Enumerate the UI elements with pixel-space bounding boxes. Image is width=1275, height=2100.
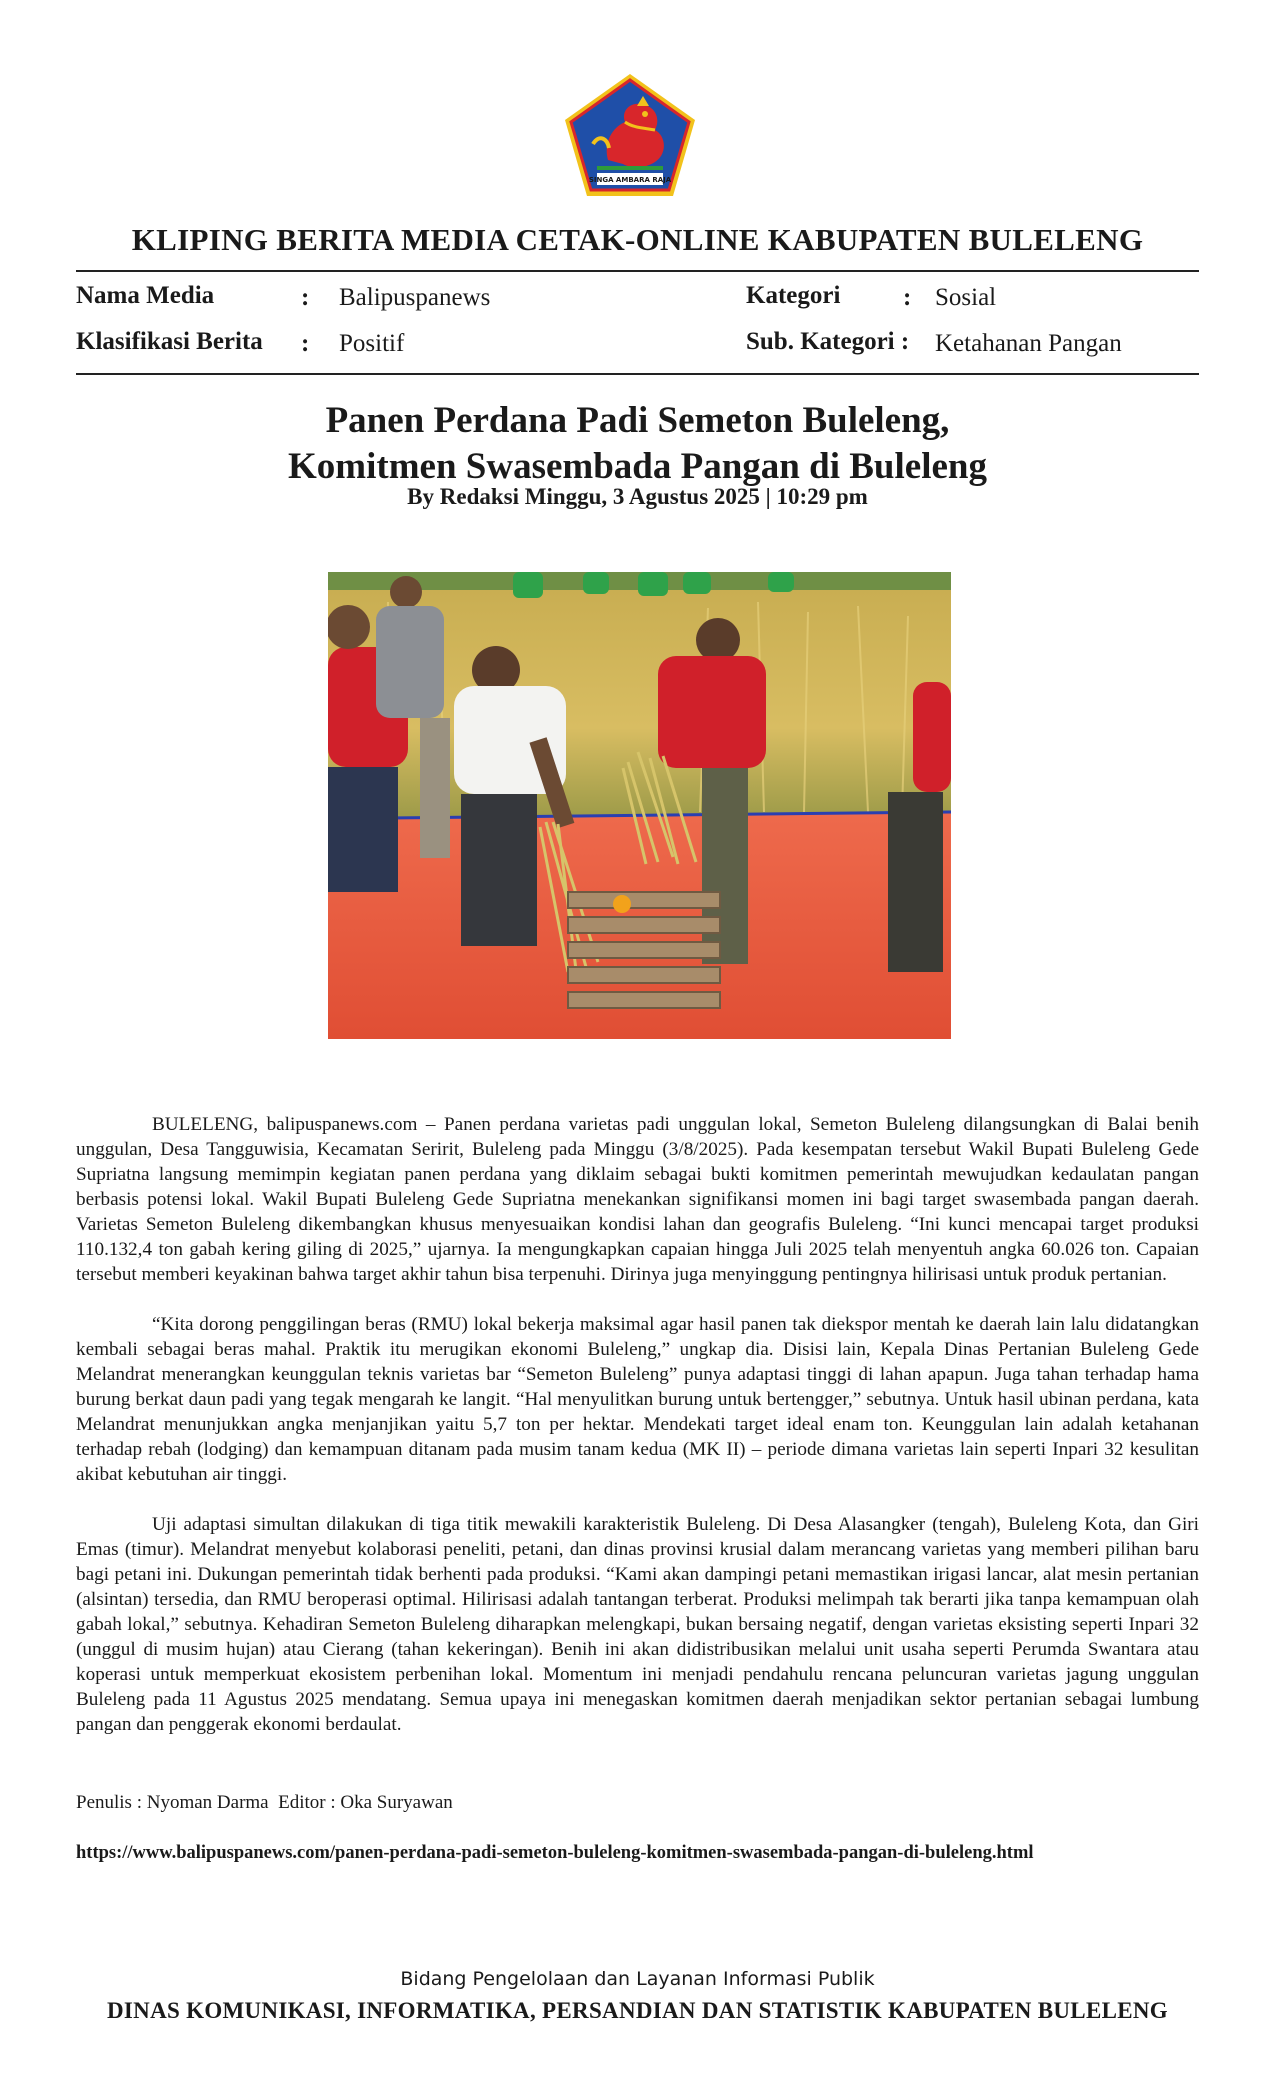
media-name-colon: : <box>301 284 310 311</box>
article-paragraph-2: “Kita dorong penggilingan beras (RMU) lokal bekerja maksimal agar hasil panen tak diekspor mentah ke daerah lain lalu didatangkan kembali sebagai beras mahal. Praktik itu merugikan ekonomi Buleleng,” ungkap dia. Disisi lain, Kepala Dinas Pertanian Buleleng Gede Melandrat menerangkan keunggulan teknis varietas bar “Semeton Buleleng” punya adaptasi tinggi di lahan apapun. Juga tahan terhadap hama burung berkat daun padi yang tegak mengarah ke langit. “Hal menyulitkan burung untuk bertengger,” sebutnya. Untuk hasil ubinan perdana, kata Melandrat menunjukkan angka menjanjikan yaitu 5,7 ton per hektar. Mendekati target ideal enam ton. Keunggulan lain adalah ketahanan terhadap rebah (lodging) dan kemampuan ditanam pada musim tanam kedua (MK II) – periode dimana varietas lain seperti Inpari 32 kesulitan akibat kebutuhan air tinggi. <box>76 1314 1199 1485</box>
crest-motto: SINGA AMBARA RAJA <box>588 176 672 184</box>
header-top-rule <box>76 270 1199 272</box>
article-credits: Penulis : Nyoman Darma Editor : Oka Suryawan <box>76 1792 453 1813</box>
clipping-header-title: KLIPING BERITA MEDIA CETAK-ONLINE KABUPATEN BULELENG <box>131 222 1144 257</box>
category-label: Kategori <box>746 282 841 309</box>
footer-department: DINAS KOMUNIKASI, INFORMATIKA, PERSANDIAN DAN STATISTIK KABUPATEN BULELENG <box>107 1998 1168 2023</box>
footer-division: Bidang Pengelolaan dan Layanan Informasi Publik <box>400 1968 875 1990</box>
source-url: https://www.balipuspanews.com/panen-perdana-padi-semeton-buleleng-komitmen-swasembada-pangan-di-buleleng.html <box>76 1843 1034 1863</box>
classification-value: Positif <box>339 330 405 357</box>
article-title-line-2: Komitmen Swasembada Pangan di Buleleng <box>288 446 987 487</box>
article-byline: By Redaksi Minggu, 3 Agustus 2025 | 10:29 pm <box>407 484 868 509</box>
article-paragraph-1: BULELENG, balipuspanews.com – Panen perdana varietas padi unggulan lokal, Semeton Buleleng dilangsungkan di Balai benih unggulan, Desa Tangguwisia, Kecamatan Seririt, Buleleng pada Minggu (3/8/2025). Pada kesempatan tersebut Wakil Bupati Buleleng Gede Supriatna langsung memimpin kegiatan panen perdana yang diklaim sebagai bukti komitmen pemerintah mewujudkan kedaulatan pangan berbasis potensi lokal. Wakil Bupati Buleleng Gede Supriatna menekankan signifikansi momen ini bagi target swasembada pangan daerah. Varietas Semeton Buleleng dikembangkan khusus menyesuaikan kondisi lahan dan geografis Buleleng. “Ini kunci mencapai target produksi 110.132,4 ton gabah kering giling di 2025,” ujarnya. Ia mengungkapkan capaian hingga Juli 2025 telah menyentuh angka 60.026 ton. Capaian tersebut memberi keyakinan bahwa target akhir tahun bisa terpenuhi. Dirinya juga menyinggung pentingnya hilirisasi untuk produk pertanian. <box>76 1114 1199 1285</box>
harvest-photo <box>328 572 951 1039</box>
media-name-value: Balipuspanews <box>339 284 491 311</box>
article-body <box>76 1112 1199 1762</box>
header-bottom-rule <box>76 373 1199 375</box>
category-colon: : <box>903 284 912 311</box>
classification-label: Klasifikasi Berita <box>76 328 263 355</box>
subcategory-label: Sub. Kategori : <box>746 328 910 355</box>
article-paragraph-3: Uji adaptasi simultan dilakukan di tiga titik mewakili karakteristik Buleleng. Di Desa Alasangker (tengah), Buleleng Kota, dan Giri Emas (timur). Melandrat menyebut kolaborasi peneliti, petani, dan dinas provinsi krusial dalam merancang varietas yang memberi pilihan baru bagi petani ini. Dukungan pemerintah tidak berhenti pada produksi. “Kami akan dampingi petani memastikan irigasi lancar, alat mesin pertanian (alsintan) tersedia, dan RMU beroperasi optimal. Hilirisasi adalah tantangan terberat. Produksi melimpah tak berarti jika tanpa kemampuan olah gabah lokal,” sebutnya. Kehadiran Semeton Buleleng diharapkan melengkapi, bukan bersaing negatif, dengan varietas eksisting seperti Inpari 32 (unggul di musim hujan) atau Cierang (tahan kekeringan). Benih ini akan didistribusikan melalui unit usaha seperti Perumda Swantara atau koperasi untuk memperkuat ekosistem perbenihan lokal. Momentum ini menjadi pendahulu rencana peluncuran varietas jagung unggulan Buleleng pada 11 Agustus 2025 mendatang. Semua upaya ini menegaskan komitmen daerah menjadikan sektor pertanian sebagai lumbung pangan dan penggerak ekonomi berdaulat. <box>76 1514 1199 1735</box>
article-title-line-1: Panen Perdana Padi Semeton Buleleng, <box>325 400 950 441</box>
media-name-label: Nama Media <box>76 282 215 309</box>
buleleng-crest-logo <box>563 72 697 198</box>
category-value: Sosial <box>935 284 997 311</box>
subcategory-value: Ketahanan Pangan <box>935 330 1122 357</box>
article-title <box>0 398 1275 490</box>
classification-colon: : <box>301 330 310 357</box>
